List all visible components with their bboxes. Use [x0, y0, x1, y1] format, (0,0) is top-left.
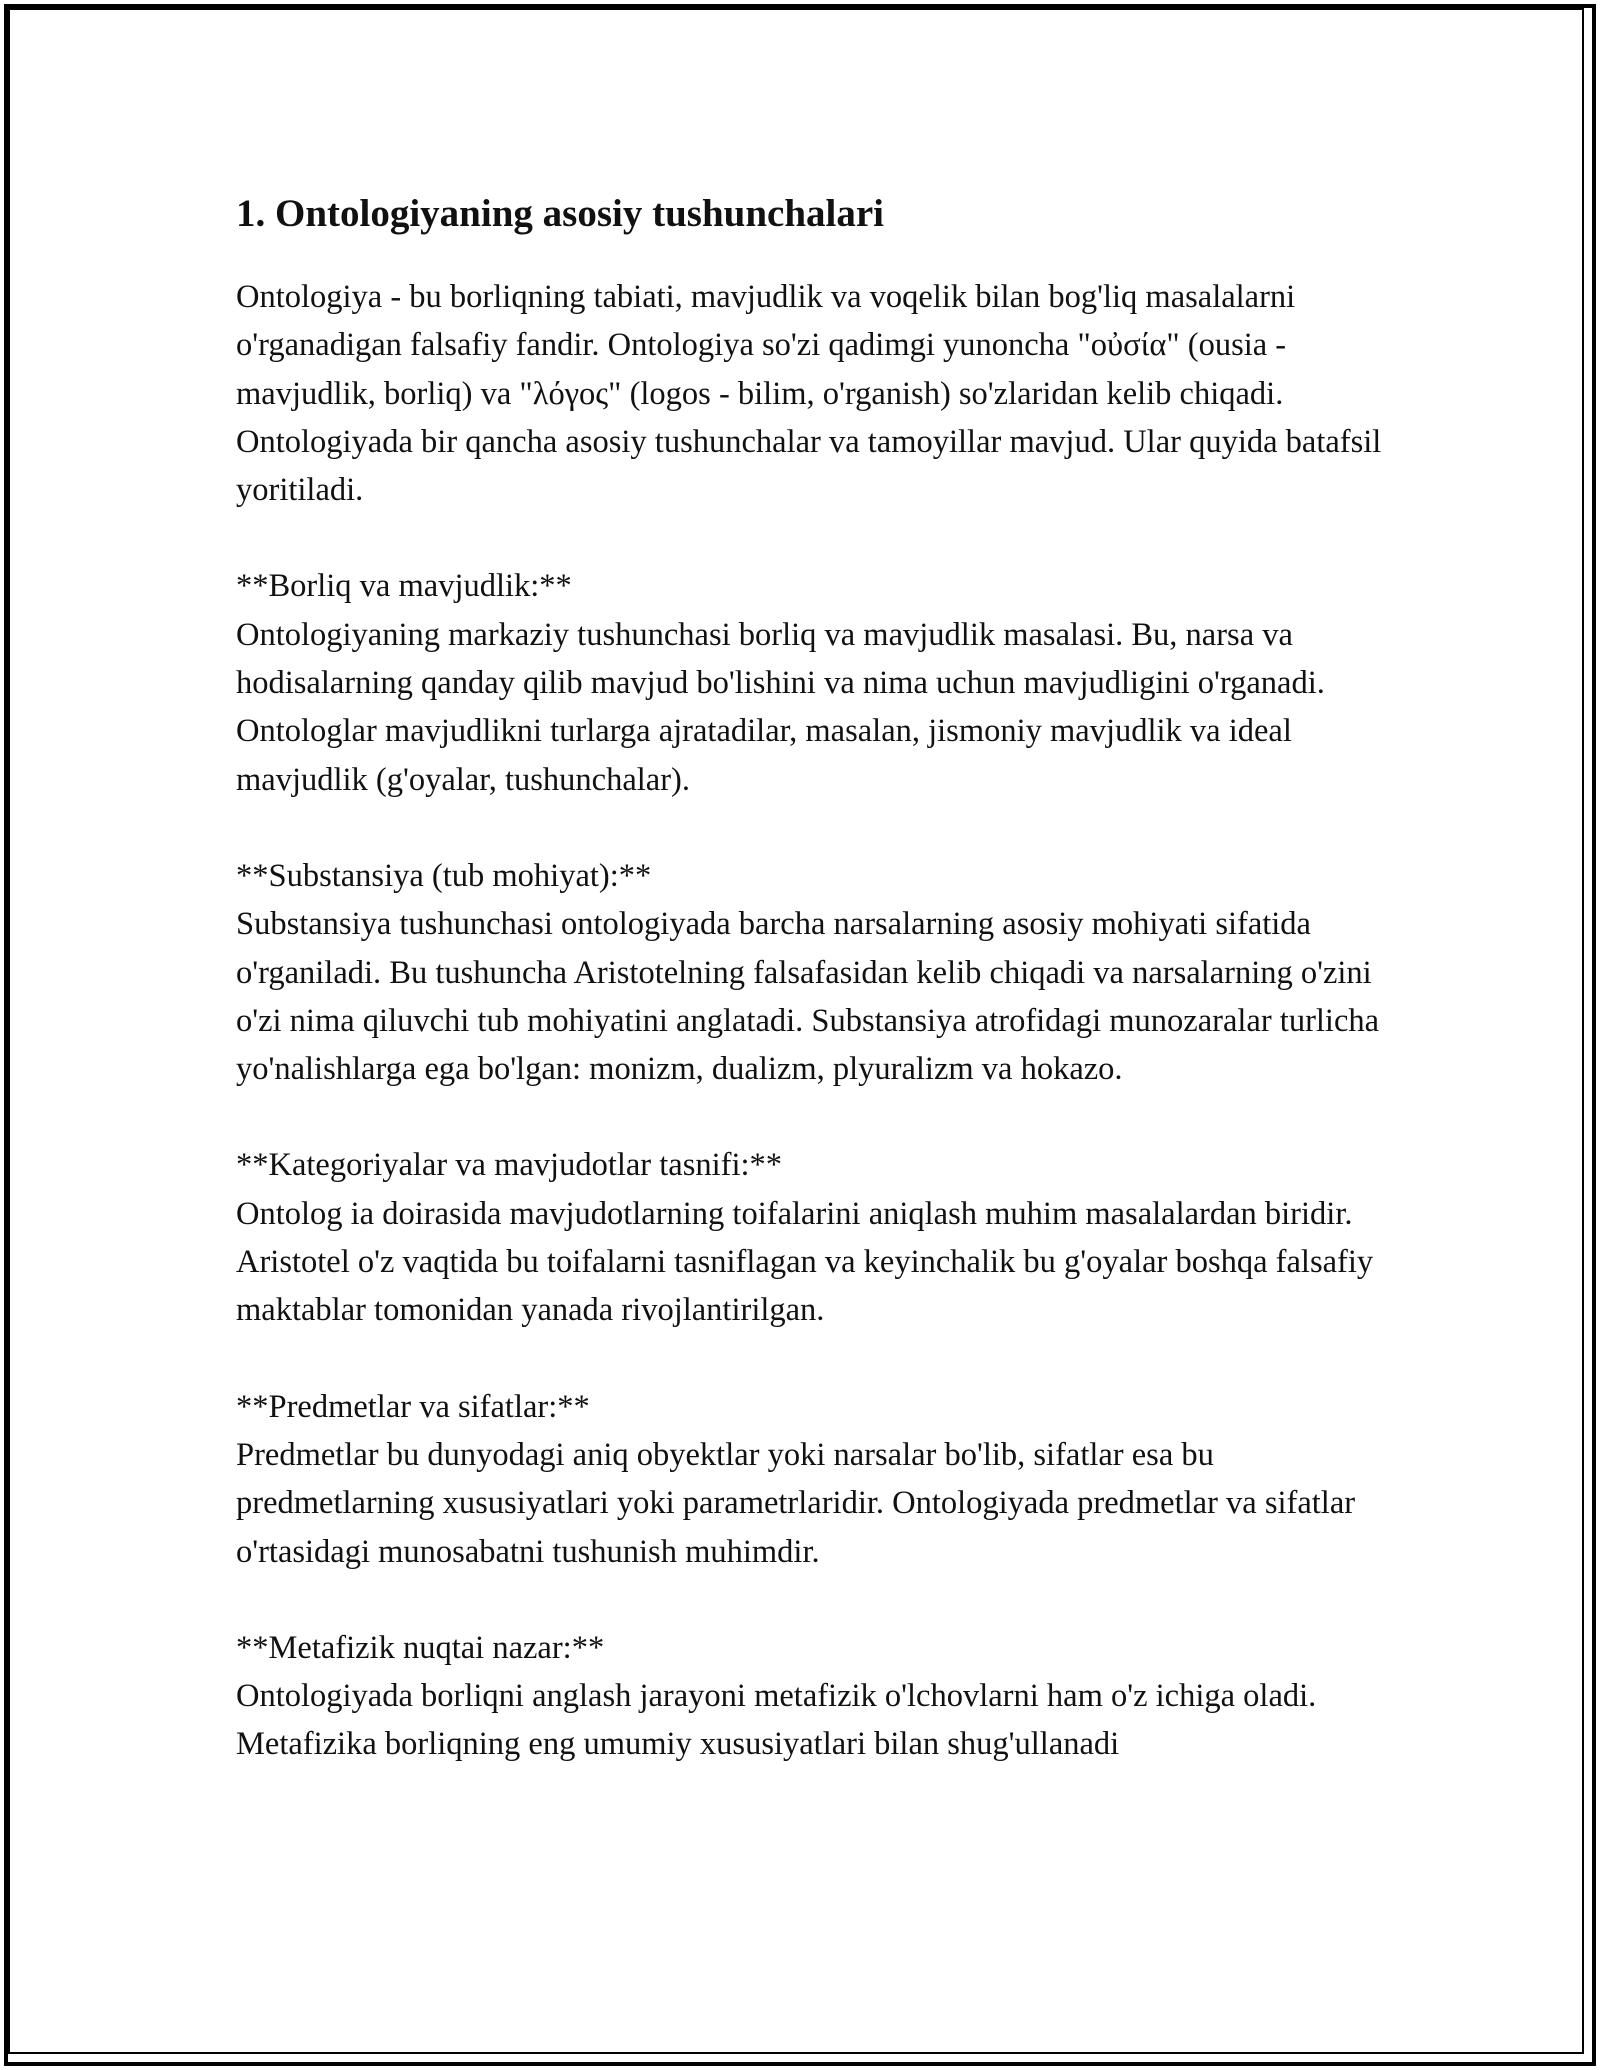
document-body [236, 185, 1396, 1817]
section-borliq [236, 562, 1396, 803]
section-heading: **Substansiya (tub mohiyat):** [236, 857, 652, 894]
section-heading: **Predmetlar va sifatlar:** [236, 1388, 590, 1425]
intro-paragraph: Ontologiya - bu borliqning tabiati, mavjudlik va voqelik bilan bog'liq masalalarni o'rganadigan falsafiy fandir. Ontologiya so'zi qadimgi yunoncha "οὐσία" (ousia - mavjudlik, borliq) va "λόγος" (logos - bilim, o'rganish) so'zlaridan kelib chiqadi. Ontologiyada bir qancha asosiy tushunchalar va tamoyillar mavjud. Ular quyida batafsil yoritiladi. [236, 279, 1382, 509]
section-heading: **Kategoriyalar va mavjudotlar tasnifi:** [236, 1147, 783, 1184]
section-heading: **Borliq va mavjudlik:** [236, 568, 572, 605]
section-body: Ontolog ia doirasida mavjudotlarning toifalarini aniqlash muhim masalalardan biridir. Aristotel o'z vaqtida bu toifalarni tasniflagan va keyinchalik bu g'oyalar boshqa falsafiy maktablar tomonidan yanada rivojlantirilgan. [236, 1195, 1374, 1329]
section-body: Ontologiyaning markaziy tushunchasi borliq va mavjudlik masalasi. Bu, narsa va hodisalarning qanday qilib mavjud bo'lishini va nima uchun mavjudligini o'rganadi. Ontologlar mavjudlikni turlarga ajratadilar, masalan, jismoniy mavjudlik va ideal mavjudlik (g'oyalar, tushunchalar). [236, 616, 1325, 798]
section-predmetlar [236, 1383, 1396, 1576]
section-heading: **Metafizik nuqtai nazar:** [236, 1629, 605, 1666]
section-substansiya [236, 852, 1396, 1093]
section-metafizik [236, 1624, 1396, 1769]
section-body: Ontologiyada borliqni anglash jarayoni metafizik o'lchovlarni ham o'z ichiga oladi. Metafizika borliqning eng umumiy xususiyatlari bilan shug'ullanadi [236, 1678, 1317, 1763]
document-title: 1. Ontologiyaning asosiy tushunchalari [236, 192, 884, 235]
section-kategoriyalar [236, 1141, 1396, 1334]
section-body: Predmetlar bu dunyodagi aniq obyektlar yoki narsalar bo'lib, sifatlar esa bu predmetlarning xususiyatlari yoki parametrlaridir. Ontologiyada predmetlar va sifatlar o'rtasidagi munosabatni tushunish muhimdir. [236, 1436, 1356, 1570]
section-body: Substansiya tushunchasi ontologiyada barcha narsalarning asosiy mohiyati sifatida o'rganiladi. Bu tushuncha Aristotelning falsafasidan kelib chiqadi va narsalarning o'zini o'zi nima qiluvchi tub mohiyatini anglatadi. Substansiya atrofidagi munozaralar turlicha yo'nalishlarga ega bo'lgan: monizm, dualizm, plyuralizm va hokazo. [236, 906, 1380, 1088]
